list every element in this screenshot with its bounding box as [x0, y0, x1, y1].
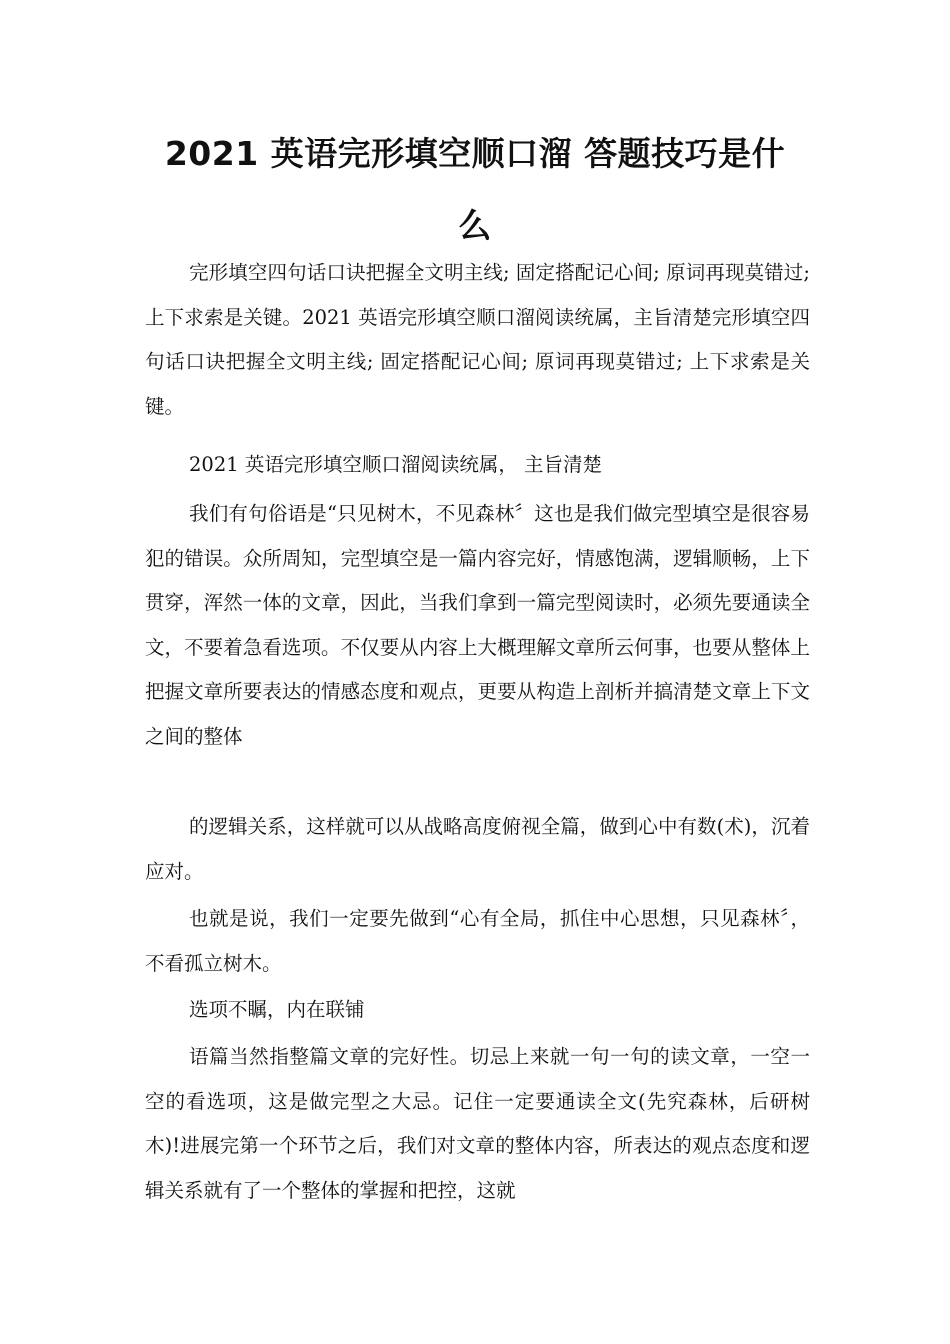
paragraph-7: 语篇当然指整篇文章的完好性。切忌上来就一句一句的读文章，一空一空的看选项，这是做完型之大忌。记住一定要通读全文(先究森林，后研树木)!进展完第一个环节之后，我们对文章的整体内容，所表达的观点态度和逻辑关系就有了一个整体的掌握和把控，这就 — [145, 1045, 810, 1202]
document-title — [140, 118, 810, 262]
title-line-2: 么 — [458, 206, 492, 245]
paragraph-2: 2021 英语完形填空顺口溜阅读统属， 主旨清楚 — [189, 453, 603, 476]
paragraph-6: 选项不瞩，内在联铺 — [189, 998, 365, 1021]
paragraph-5: 也就是说，我们一定要先做到“心有全局，抓住中心思想，只见森林〞，不看孤立树木。 — [145, 907, 810, 975]
paragraph-3: 我们有句俗语是“只见树木，不见森林〞这也是我们做完型填空是很容易犯的错误。众所周知，完型填空是一篇内容完好，情感饱满，逻辑顺畅，上下贯穿，浑然一体的文章，因此，当我们拿到一篇完型阅读时，必须先要通读全文，不要着急看选项。不仅要从内容上大概理解文章所云何事，也要从整体上把握文章所要表达的情感态度和观点，更要从构造上剖析并搞清楚文章上下文之间的整体 — [145, 502, 810, 748]
title-line-1: 2021 英语完形填空顺口溜 答题技巧是什 — [164, 134, 786, 173]
paragraph-4: 的逻辑关系，这样就可以从战略高度俯视全篇，做到心中有数(术)，沉着应对。 — [145, 815, 810, 883]
paragraph-1: 完形填空四句话口诀把握全文明主线; 固定搭配记心间; 原词再现莫错过; 上下求索是关键。2021 英语完形填空顺口溜阅读统属，主旨清楚完形填空四句话口诀把握全文明主线; 固定搭配记心间; 原词再现莫错过; 上下求索是关键。 — [145, 261, 810, 418]
